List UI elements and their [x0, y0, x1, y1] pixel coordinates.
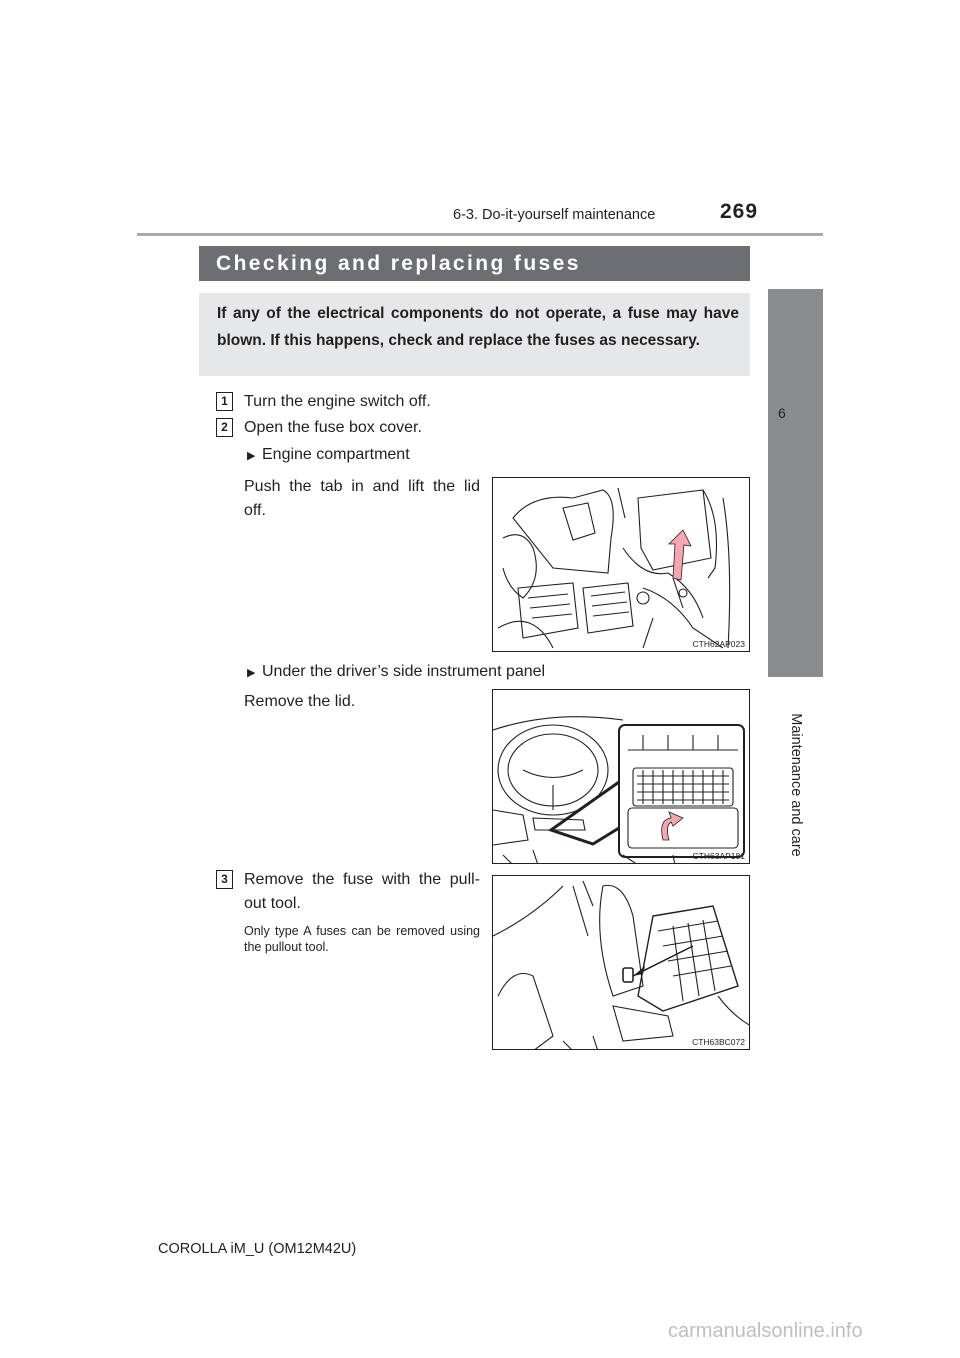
figure-code: CTH63AP181 — [692, 851, 745, 861]
lift-arrow-icon — [662, 812, 683, 840]
intro-box — [199, 293, 750, 376]
page-number: 269 — [720, 200, 759, 223]
panel-instruction: Remove the lid. — [244, 693, 356, 710]
fuse-box-illustration — [493, 876, 750, 1050]
lift-arrow-icon — [669, 530, 691, 580]
engine-compartment-heading: Engine compartment — [262, 446, 410, 463]
step-3-text-line1: Remove the fuse with the pull- — [244, 871, 480, 888]
chapter-number: 6 — [778, 405, 786, 421]
instrument-panel-heading: Under the driver’s side instrument panel — [262, 663, 546, 680]
chapter-tab — [768, 289, 823, 677]
engine-illustration — [493, 478, 750, 652]
figure-code: CTH62AP023 — [692, 639, 745, 649]
step-2-text: Open the fuse box cover. — [244, 419, 422, 436]
panel-illustration — [493, 690, 750, 864]
step-3-badge: 3 — [216, 870, 233, 889]
section-title: 6-3. Do-it-yourself maintenance — [453, 207, 656, 223]
engine-instruction-line1: Push the tab in and lift the lid — [244, 478, 480, 495]
watermark: carmanualsonline.info — [668, 1320, 863, 1342]
bullet-icon: ▶ — [247, 667, 256, 679]
chapter-label: Maintenance and care — [787, 713, 804, 857]
page-title: Checking and replacing fuses — [216, 252, 581, 275]
step-3-text-line2: out tool. — [244, 895, 301, 912]
step-1-badge: 1 — [216, 392, 233, 411]
title-bar — [199, 246, 750, 281]
intro-text: If any of the electrical components do not operate, a fuse may have blown. If this happens, check and replace the fuses as necessary. — [217, 305, 739, 349]
instrument-panel-figure — [492, 689, 750, 864]
header-rule — [137, 233, 823, 236]
footer-model: COROLLA iM_U (OM12M42U) — [158, 1241, 357, 1257]
step-1-text: Turn the engine switch off. — [244, 393, 431, 410]
engine-instruction-line2: off. — [244, 502, 266, 519]
step-2-badge: 2 — [216, 418, 233, 437]
pullout-tool-figure — [492, 875, 750, 1050]
step-3-note: Only type A fuses can be removed using the pullout tool. — [244, 924, 480, 954]
chapter-label-wrap — [768, 680, 823, 890]
figure-code: CTH63BC072 — [692, 1037, 745, 1047]
engine-compartment-figure — [492, 477, 750, 652]
bullet-icon: ▶ — [247, 450, 256, 462]
